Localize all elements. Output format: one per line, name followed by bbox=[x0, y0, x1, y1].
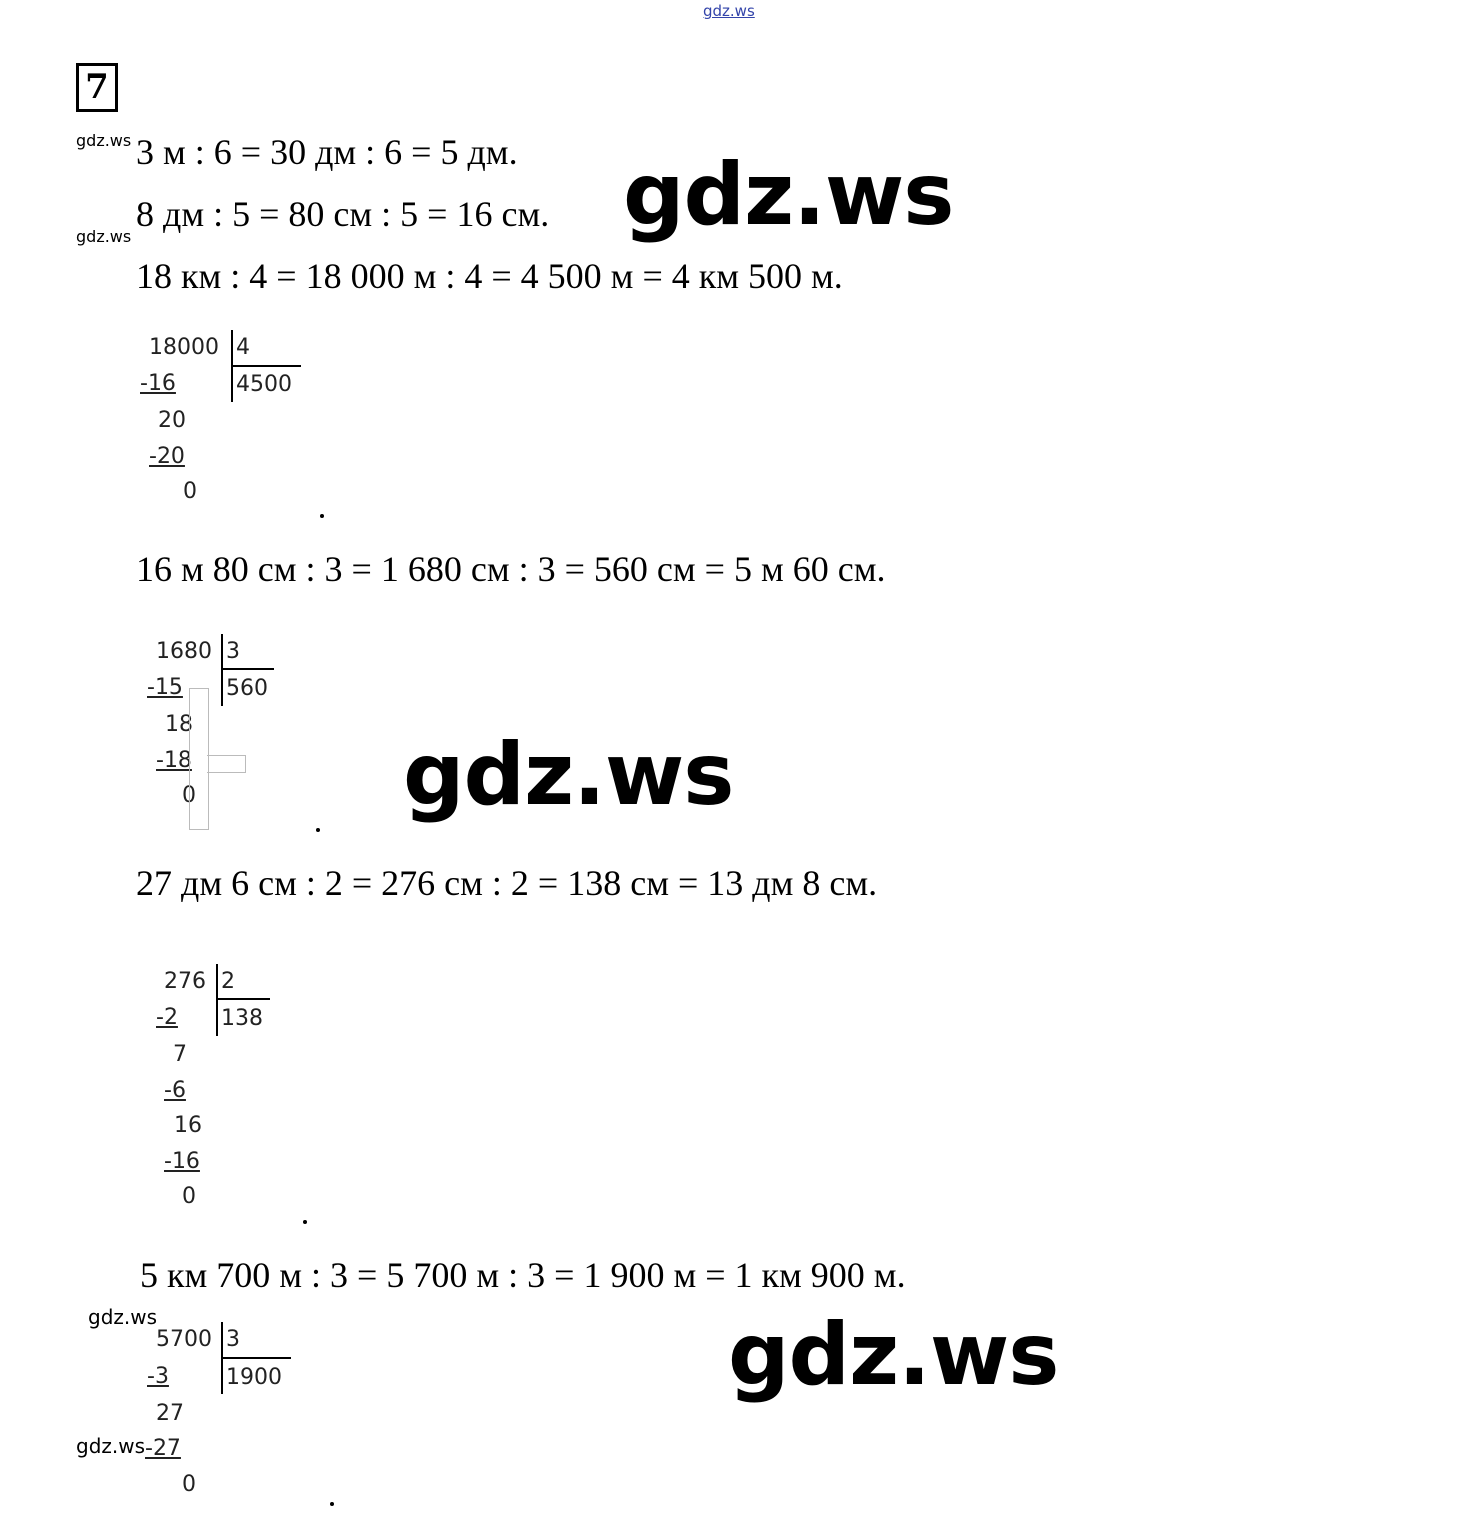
watermark-small: gdz.ws bbox=[76, 227, 132, 246]
scan-artifact bbox=[207, 755, 246, 773]
dividend: 5700 bbox=[156, 1327, 212, 1352]
step: 0 bbox=[182, 1184, 196, 1209]
watermark-big: gdz.ws bbox=[403, 725, 734, 825]
equation-2: 8 дм : 5 = 80 см : 5 = 16 см. bbox=[136, 194, 550, 234]
division-bar-vertical bbox=[216, 964, 218, 1036]
step: 0 bbox=[182, 783, 196, 808]
header-link[interactable]: gdz.ws bbox=[703, 2, 755, 20]
division-bar-vertical bbox=[221, 634, 223, 706]
equation-5: 27 дм 6 см : 2 = 276 см : 2 = 138 см = 13 дм 8 см. bbox=[136, 863, 878, 903]
divisor: 3 bbox=[226, 639, 240, 664]
step: -20 bbox=[149, 444, 185, 469]
step: 16 bbox=[174, 1113, 202, 1138]
equation-3: 18 км : 4 = 18 000 м : 4 = 4 500 м = 4 км 500 м. bbox=[136, 256, 843, 296]
period-dot bbox=[320, 514, 324, 518]
equation-4: 16 м 80 см : 3 = 1 680 см : 3 = 560 см = 5 м 60 см. bbox=[136, 549, 886, 589]
step: -3 bbox=[147, 1364, 169, 1389]
divisor: 3 bbox=[226, 1327, 240, 1352]
equation-6: 5 км 700 м : 3 = 5 700 м : 3 = 1 900 м = 1 км 900 м. bbox=[140, 1255, 906, 1295]
task-number: 7 bbox=[76, 63, 118, 112]
division-bar-horizontal bbox=[221, 668, 274, 670]
quotient: 1900 bbox=[226, 1365, 282, 1390]
step: -18 bbox=[156, 748, 192, 773]
step: 0 bbox=[183, 479, 197, 504]
step: -16 bbox=[164, 1149, 200, 1174]
step: 18 bbox=[165, 712, 193, 737]
divisor: 4 bbox=[236, 335, 250, 360]
dividend: 18000 bbox=[149, 335, 219, 360]
scan-artifact bbox=[189, 688, 209, 830]
watermark-small: gdz.ws bbox=[76, 131, 132, 150]
watermark-big: gdz.ws bbox=[728, 1305, 1059, 1405]
watermark-big: gdz.ws bbox=[623, 145, 954, 245]
watermark-small: gdz.ws bbox=[88, 1305, 158, 1329]
step: 7 bbox=[173, 1042, 187, 1067]
division-bar-horizontal bbox=[231, 365, 301, 367]
quotient: 138 bbox=[221, 1006, 263, 1031]
equation-1: 3 м : 6 = 30 дм : 6 = 5 дм. bbox=[136, 132, 518, 172]
period-dot bbox=[316, 828, 320, 832]
step: -15 bbox=[147, 675, 183, 700]
quotient: 4500 bbox=[236, 372, 292, 397]
step: -27 bbox=[145, 1436, 181, 1461]
step: -6 bbox=[164, 1078, 186, 1103]
divisor: 2 bbox=[221, 969, 235, 994]
division-bar-horizontal bbox=[216, 998, 270, 1000]
dividend: 276 bbox=[164, 969, 206, 994]
period-dot bbox=[303, 1220, 307, 1224]
step: 0 bbox=[182, 1472, 196, 1497]
dividend: 1680 bbox=[156, 639, 212, 664]
period-dot bbox=[330, 1502, 334, 1506]
step: 20 bbox=[158, 408, 186, 433]
division-bar-horizontal bbox=[221, 1357, 291, 1359]
step: -16 bbox=[140, 371, 176, 396]
step: -2 bbox=[156, 1005, 178, 1030]
watermark-small: gdz.ws bbox=[76, 1434, 146, 1458]
quotient: 560 bbox=[226, 676, 268, 701]
step: 27 bbox=[156, 1401, 184, 1426]
